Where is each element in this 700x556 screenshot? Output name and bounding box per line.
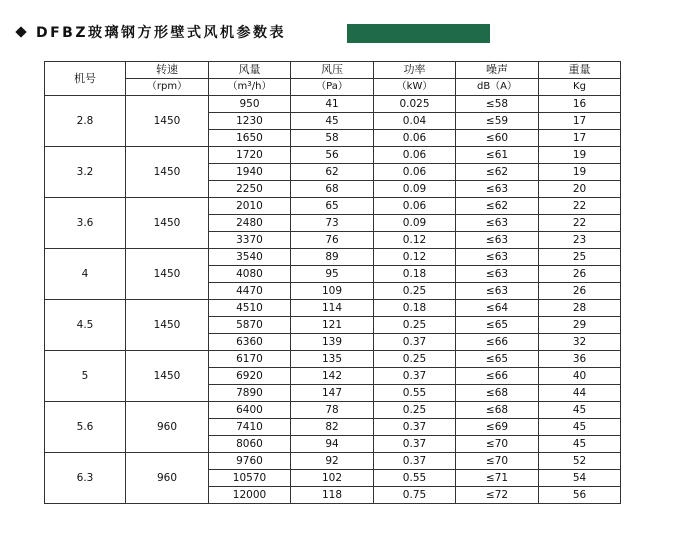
- table-row: [45, 147, 621, 164]
- header-airflow: 风量: [209, 62, 291, 79]
- cell-noise: ≤62: [456, 164, 539, 181]
- cell-pressure: 118: [291, 487, 374, 504]
- cell-weight: 40: [539, 368, 621, 385]
- cell-weight: 25: [539, 249, 621, 266]
- cell-airflow: 2250: [209, 181, 291, 198]
- cell-airflow: 9760: [209, 453, 291, 470]
- cell-airflow: 1720: [209, 147, 291, 164]
- cell-noise: ≤63: [456, 249, 539, 266]
- unit-speed: （rpm）: [126, 79, 209, 96]
- cell-speed: 1450: [126, 351, 209, 402]
- cell-power: 0.025: [374, 96, 456, 113]
- cell-weight: 28: [539, 300, 621, 317]
- cell-speed: 1450: [126, 249, 209, 300]
- cell-airflow: 6920: [209, 368, 291, 385]
- cell-power: 0.09: [374, 181, 456, 198]
- unit-airflow-sup: 3: [247, 80, 252, 88]
- cell-pressure: 82: [291, 419, 374, 436]
- cell-noise: ≤68: [456, 402, 539, 419]
- cell-weight: 36: [539, 351, 621, 368]
- cell-power: 0.75: [374, 487, 456, 504]
- cell-pressure: 109: [291, 283, 374, 300]
- cell-noise: ≤70: [456, 436, 539, 453]
- unit-row: [45, 79, 621, 96]
- cell-airflow: 1650: [209, 130, 291, 147]
- cell-pressure: 135: [291, 351, 374, 368]
- cell-airflow: 950: [209, 96, 291, 113]
- table-row: [45, 249, 621, 266]
- cell-weight: 26: [539, 283, 621, 300]
- cell-airflow: 4080: [209, 266, 291, 283]
- cell-pressure: 76: [291, 232, 374, 249]
- cell-pressure: 147: [291, 385, 374, 402]
- cell-airflow: 6360: [209, 334, 291, 351]
- title-accent-bar: [347, 24, 490, 43]
- cell-weight: 26: [539, 266, 621, 283]
- cell-noise: ≤63: [456, 283, 539, 300]
- cell-noise: ≤60: [456, 130, 539, 147]
- cell-weight: 17: [539, 113, 621, 130]
- unit-noise: dB（A）: [456, 79, 539, 96]
- cell-airflow: 3370: [209, 232, 291, 249]
- unit-weight: Kg: [539, 79, 621, 96]
- cell-airflow: 6400: [209, 402, 291, 419]
- cell-pressure: 68: [291, 181, 374, 198]
- cell-pressure: 41: [291, 96, 374, 113]
- cell-noise: ≤59: [456, 113, 539, 130]
- cell-noise: ≤61: [456, 147, 539, 164]
- cell-power: 0.37: [374, 334, 456, 351]
- cell-pressure: 142: [291, 368, 374, 385]
- cell-pressure: 78: [291, 402, 374, 419]
- cell-power: 0.55: [374, 470, 456, 487]
- header-weight: 重量: [539, 62, 621, 79]
- cell-pressure: 58: [291, 130, 374, 147]
- header-noise: 噪声: [456, 62, 539, 79]
- unit-airflow-pre: （m: [227, 81, 248, 92]
- cell-power: 0.09: [374, 215, 456, 232]
- cell-power: 0.18: [374, 300, 456, 317]
- cell-speed: 960: [126, 402, 209, 453]
- cell-pressure: 73: [291, 215, 374, 232]
- cell-weight: 29: [539, 317, 621, 334]
- header-model: 机号: [45, 62, 126, 96]
- cell-weight: 54: [539, 470, 621, 487]
- cell-weight: 32: [539, 334, 621, 351]
- cell-power: 0.25: [374, 351, 456, 368]
- cell-power: 0.04: [374, 113, 456, 130]
- cell-power: 0.25: [374, 317, 456, 334]
- cell-airflow: 7890: [209, 385, 291, 402]
- cell-noise: ≤65: [456, 351, 539, 368]
- cell-noise: ≤68: [456, 385, 539, 402]
- cell-noise: ≤58: [456, 96, 539, 113]
- cell-model: 2.8: [45, 96, 126, 147]
- cell-weight: 22: [539, 198, 621, 215]
- cell-airflow: 6170: [209, 351, 291, 368]
- cell-noise: ≤66: [456, 334, 539, 351]
- cell-noise: ≤66: [456, 368, 539, 385]
- cell-noise: ≤71: [456, 470, 539, 487]
- table-row: [45, 300, 621, 317]
- cell-speed: 960: [126, 453, 209, 504]
- cell-power: 0.37: [374, 368, 456, 385]
- cell-weight: 44: [539, 385, 621, 402]
- cell-noise: ≤63: [456, 181, 539, 198]
- cell-speed: 1450: [126, 198, 209, 249]
- cell-weight: 20: [539, 181, 621, 198]
- cell-pressure: 65: [291, 198, 374, 215]
- cell-weight: 23: [539, 232, 621, 249]
- cell-power: 0.12: [374, 232, 456, 249]
- cell-model: 4: [45, 249, 126, 300]
- header-row: [45, 62, 621, 79]
- header-speed: 转速: [126, 62, 209, 79]
- cell-airflow: 1940: [209, 164, 291, 181]
- cell-model: 4.5: [45, 300, 126, 351]
- cell-power: 0.12: [374, 249, 456, 266]
- cell-pressure: 114: [291, 300, 374, 317]
- cell-noise: ≤70: [456, 453, 539, 470]
- cell-model: 5: [45, 351, 126, 402]
- cell-model: 5.6: [45, 402, 126, 453]
- cell-airflow: 3540: [209, 249, 291, 266]
- cell-weight: 45: [539, 436, 621, 453]
- unit-airflow: [209, 79, 291, 96]
- table-row: [45, 453, 621, 470]
- unit-airflow-post: /h）: [251, 81, 272, 92]
- cell-power: 0.06: [374, 198, 456, 215]
- cell-speed: 1450: [126, 96, 209, 147]
- cell-power: 0.37: [374, 436, 456, 453]
- table-row: [45, 96, 621, 113]
- cell-pressure: 45: [291, 113, 374, 130]
- unit-pressure: （Pa）: [291, 79, 374, 96]
- cell-airflow: 8060: [209, 436, 291, 453]
- cell-weight: 19: [539, 147, 621, 164]
- cell-noise: ≤65: [456, 317, 539, 334]
- cell-airflow: 7410: [209, 419, 291, 436]
- cell-airflow: 10570: [209, 470, 291, 487]
- cell-speed: 1450: [126, 300, 209, 351]
- cell-power: 0.06: [374, 147, 456, 164]
- page-title: DFBZ玻璃钢方形壁式风机参数表: [36, 25, 287, 41]
- cell-pressure: 121: [291, 317, 374, 334]
- cell-airflow: 2480: [209, 215, 291, 232]
- cell-airflow: 1230: [209, 113, 291, 130]
- cell-pressure: 102: [291, 470, 374, 487]
- cell-pressure: 95: [291, 266, 374, 283]
- cell-weight: 22: [539, 215, 621, 232]
- cell-power: 0.06: [374, 130, 456, 147]
- cell-power: 0.25: [374, 283, 456, 300]
- cell-airflow: 4470: [209, 283, 291, 300]
- cell-pressure: 92: [291, 453, 374, 470]
- cell-pressure: 139: [291, 334, 374, 351]
- cell-pressure: 62: [291, 164, 374, 181]
- spec-table-body: [45, 96, 621, 504]
- cell-weight: 16: [539, 96, 621, 113]
- cell-airflow: 4510: [209, 300, 291, 317]
- cell-noise: ≤64: [456, 300, 539, 317]
- cell-weight: 17: [539, 130, 621, 147]
- table-row: [45, 351, 621, 368]
- cell-airflow: 5870: [209, 317, 291, 334]
- cell-weight: 56: [539, 487, 621, 504]
- cell-power: 0.25: [374, 402, 456, 419]
- cell-weight: 52: [539, 453, 621, 470]
- cell-power: 0.37: [374, 419, 456, 436]
- spec-table: [44, 61, 621, 504]
- diamond-bullet-icon: [15, 26, 26, 37]
- cell-noise: ≤69: [456, 419, 539, 436]
- cell-pressure: 89: [291, 249, 374, 266]
- header-power: 功率: [374, 62, 456, 79]
- cell-power: 0.18: [374, 266, 456, 283]
- unit-power: （kW）: [374, 79, 456, 96]
- cell-weight: 45: [539, 402, 621, 419]
- table-row: [45, 402, 621, 419]
- cell-noise: ≤72: [456, 487, 539, 504]
- title-row: [13, 22, 493, 44]
- cell-pressure: 56: [291, 147, 374, 164]
- cell-noise: ≤63: [456, 266, 539, 283]
- header-pressure: 风压: [291, 62, 374, 79]
- cell-power: 0.55: [374, 385, 456, 402]
- cell-weight: 19: [539, 164, 621, 181]
- cell-model: 3.6: [45, 198, 126, 249]
- cell-noise: ≤62: [456, 198, 539, 215]
- cell-power: 0.06: [374, 164, 456, 181]
- cell-noise: ≤63: [456, 232, 539, 249]
- cell-pressure: 94: [291, 436, 374, 453]
- cell-model: 6.3: [45, 453, 126, 504]
- cell-weight: 45: [539, 419, 621, 436]
- cell-airflow: 2010: [209, 198, 291, 215]
- cell-power: 0.37: [374, 453, 456, 470]
- table-row: [45, 198, 621, 215]
- cell-model: 3.2: [45, 147, 126, 198]
- cell-speed: 1450: [126, 147, 209, 198]
- cell-airflow: 12000: [209, 487, 291, 504]
- cell-noise: ≤63: [456, 215, 539, 232]
